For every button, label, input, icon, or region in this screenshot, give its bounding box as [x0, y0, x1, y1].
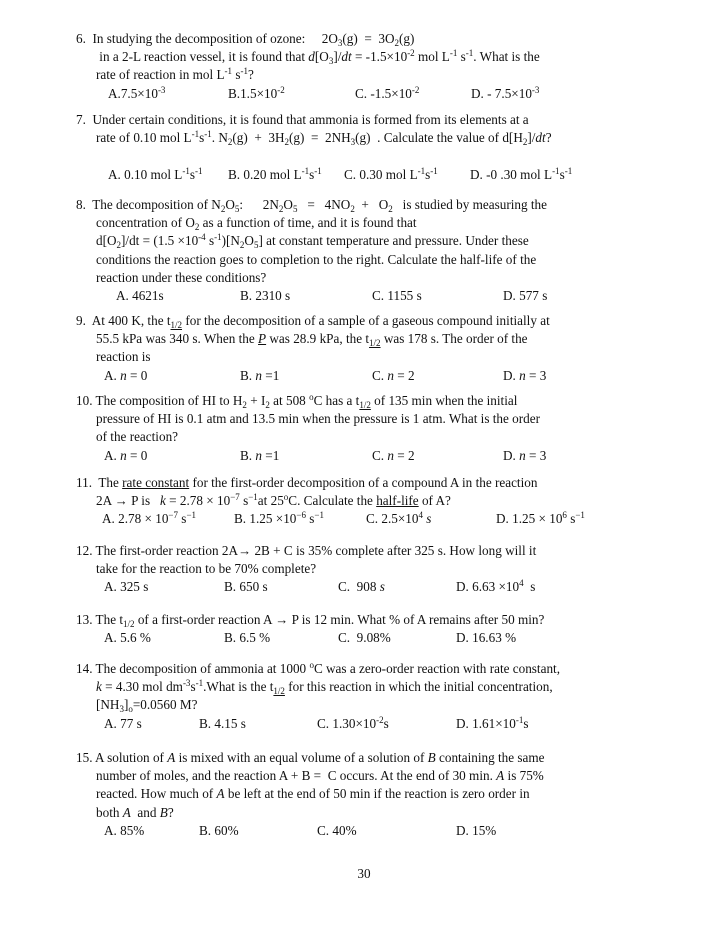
question-text-line: in a 2-L reaction vessel, it is found that $d[O_3]/dt = -1.5\times 10^{-2}$ mol $L^{-1}$ $s^{-1}$. What is the — [96, 48, 540, 67]
answer-option-a: A. 325 s — [104, 579, 149, 595]
question-15 — [76, 749, 596, 840]
answer-option-b: B. $1.25 \times 10^{-6}$ $s^{-1}$ — [234, 510, 324, 527]
answer-options — [76, 447, 596, 465]
answer-option-b: B. n =1 — [240, 367, 280, 383]
question-text-line: $[NH_3]_o=0.0560$ M? — [96, 697, 198, 715]
question-8 — [76, 196, 596, 305]
answer-option-b: B. 650 s — [224, 579, 268, 595]
question-11 — [76, 474, 596, 528]
question-10 — [76, 392, 596, 465]
answer-options — [76, 715, 596, 733]
question-text-line: concentration of $O_2$ as a function of time, and it is found that — [96, 215, 417, 233]
answer-option-c: C. n = 2 — [372, 447, 415, 463]
answer-option-c: C. 1155 s — [372, 288, 422, 304]
question-text-line: 12. The first-order reaction 2A→ 2B + C is 35% complete after 325 s. How long will it — [76, 543, 537, 558]
answer-option-d: D. $1.61\times 10^{-1}s$ — [456, 714, 529, 731]
answer-option-d: D. $1.25 \times 10^6$ $s^{-1}$ — [496, 510, 585, 527]
question-text-line: 14. The decomposition of ammonia at 1000 $^o$C was a zero-order reaction with rate constant, — [76, 660, 560, 676]
answer-options — [76, 85, 596, 103]
question-text-line: 13. The $t_{1/2}$ of a first-order reaction A → P is 12 min. What % of A remains after 50 min? — [76, 612, 545, 629]
question-14 — [76, 660, 596, 733]
answer-options — [76, 287, 596, 305]
question-text-line: conditions the reaction goes to completion to the right. Calculate the half-life of the — [96, 251, 537, 267]
question-text-line: 15. A solution of A is mixed with an equal volume of a solution of B containing the same — [76, 750, 545, 765]
answer-option-b: $B.1.5\times 10^{-2}$ — [228, 84, 285, 101]
question-text-line: 2A → P is $k = 2.78 \times 10^{-7}$ $s^{-1}at$ 25$^o$C. Calculate the half-life of A? — [96, 492, 451, 509]
answer-option-d: D. 15% — [456, 822, 497, 838]
question-text-line: 6. In studying the decomposition of ozone: $2O_3(g) = 3O_2(g)$ — [76, 31, 415, 48]
answer-option-c: C. $-1.5\times 10^{-2}$ — [355, 84, 420, 101]
answer-option-a: A. 4621s — [116, 288, 164, 304]
question-text-line: 8. The decomposition of $N_2O_5$: $2N_2O_5 = 4NO_2 + O_2$ is studied by measuring the — [76, 197, 547, 214]
question-text-line: both A and B? — [96, 804, 174, 820]
question-text-line — [76, 147, 596, 165]
answer-option-b: B. 4.15 s — [199, 715, 246, 731]
answer-options — [76, 510, 596, 528]
answer-option-c: C. 9.08% — [338, 630, 391, 646]
answer-option-b: B. 60% — [199, 822, 239, 838]
answer-option-a: A. n = 0 — [104, 447, 148, 463]
answer-option-a: A. 5.6 % — [104, 630, 151, 646]
answer-option-a: A. 0.10 mol $L^{-1}s^{-1}$ — [108, 165, 203, 182]
answer-option-c: C. $1.30\times 10^{-2}s$ — [317, 714, 389, 731]
question-9 — [76, 312, 596, 385]
answer-options — [76, 578, 596, 596]
question-text-line: 10. The composition of HI to $H_2 + I_2$ at 508 $^o$C has a $t_{1/2}$ of 135 min when the initial — [76, 392, 518, 410]
answer-option-b: B. n =1 — [240, 447, 280, 463]
answer-option-d: D. 577 s — [503, 288, 548, 304]
answer-option-c: C. 40% — [317, 822, 357, 838]
answer-option-c: C. 0.30 mol $L^{-1}s^{-1}$ — [344, 165, 438, 182]
question-text-line: reaction is — [96, 349, 151, 365]
answer-option-b: B. 2310 s — [240, 288, 291, 304]
answer-options — [76, 629, 596, 647]
question-text-line: pressure of HI is 0.1 atm and 13.5 min when the pressure is 1 atm. What is the order — [96, 411, 541, 427]
question-text-line: rate of reaction in mol $L^{-1}$ $s^{-1}$? — [96, 66, 254, 83]
answer-option-a: A. 77 s — [104, 715, 142, 731]
answer-option-c: C. $2.5\times 10^4$ s — [366, 510, 432, 527]
question-text-line: reaction under these conditions? — [96, 269, 267, 285]
answer-option-c: C. n = 2 — [372, 367, 415, 383]
question-text-line: 9. At 400 K, the $t_{1/2}$ for the decomposition of a sample of a gaseous compound initially at — [76, 313, 550, 330]
question-13 — [76, 611, 596, 647]
answer-option-d: D. n = 3 — [503, 367, 547, 383]
answer-option-b: B. 0.20 mol $L^{-1}s^{-1}$ — [228, 165, 322, 182]
question-text-line: 7. Under certain conditions, it is found that ammonia is formed from its elements at a — [76, 112, 529, 127]
question-text-line: k = 4.30 mol $dm^{-3}s^{-1}.What$ is the $t_{1/2}$ for this reaction in which the initial concentration, — [96, 678, 553, 697]
answer-options — [76, 822, 596, 840]
answer-option-a: A. n = 0 — [104, 367, 148, 383]
answer-option-c: C. 908 s — [338, 579, 385, 595]
answer-options — [76, 166, 596, 184]
question-6 — [76, 30, 596, 103]
answer-option-d: D. $6.63 \times 10^4$ s — [456, 578, 536, 595]
answer-options — [76, 367, 596, 385]
question-text-line: 11. The rate constant for the first-order decomposition of a compound A in the reaction — [76, 475, 538, 490]
question-text-line: number of moles, and the reaction A + B = C occurs. At the end of 30 min. A is 75% — [96, 768, 544, 784]
question-text-line: take for the reaction to be 70% complete? — [96, 561, 317, 577]
answer-option-a: A. $2.78 \times 10^{-7}$ $s^{-1}$ — [102, 510, 197, 527]
answer-option-d: D. n = 3 — [503, 447, 547, 463]
question-text-line: reacted. How much of A be left at the end of 50 min if the reaction is zero order in — [96, 786, 530, 802]
answer-option-d: D. - $7.5\times 10^{-3}$ — [471, 84, 540, 101]
question-text-line: 55.5 kPa was 340 s. When the P was 28.9 kPa, the $t_{1/2}$ was 178 s. The order of the — [96, 331, 528, 349]
answer-option-b: B. 6.5 % — [224, 630, 271, 646]
question-text-line: $d[O_2]/dt = (1.5 \times 10^{-4}$ $s^{-1})[N_2O_5]$ at constant temperature and pressure. Under these — [96, 232, 529, 251]
answer-option-a: A. 85% — [104, 822, 145, 838]
question-text-line: of the reaction? — [96, 429, 179, 445]
page-number: 30 — [357, 866, 371, 881]
question-text-line: rate of 0.10 mol $L^{-1}s^{-1}$. $N_2(g) + 3H_2(g) = 2NH_3(g)$ . Calculate the value of $d[H_2]/dt$? — [96, 129, 552, 148]
question-7 — [76, 111, 596, 184]
question-12 — [76, 542, 596, 596]
answer-option-d: D. -0 .30 mol $L^{-1}s^{-1}$ — [470, 165, 573, 182]
answer-option-a: $A.7.5\times 10^{-3}$ — [108, 84, 166, 101]
answer-option-d: D. 16.63 % — [456, 630, 517, 646]
